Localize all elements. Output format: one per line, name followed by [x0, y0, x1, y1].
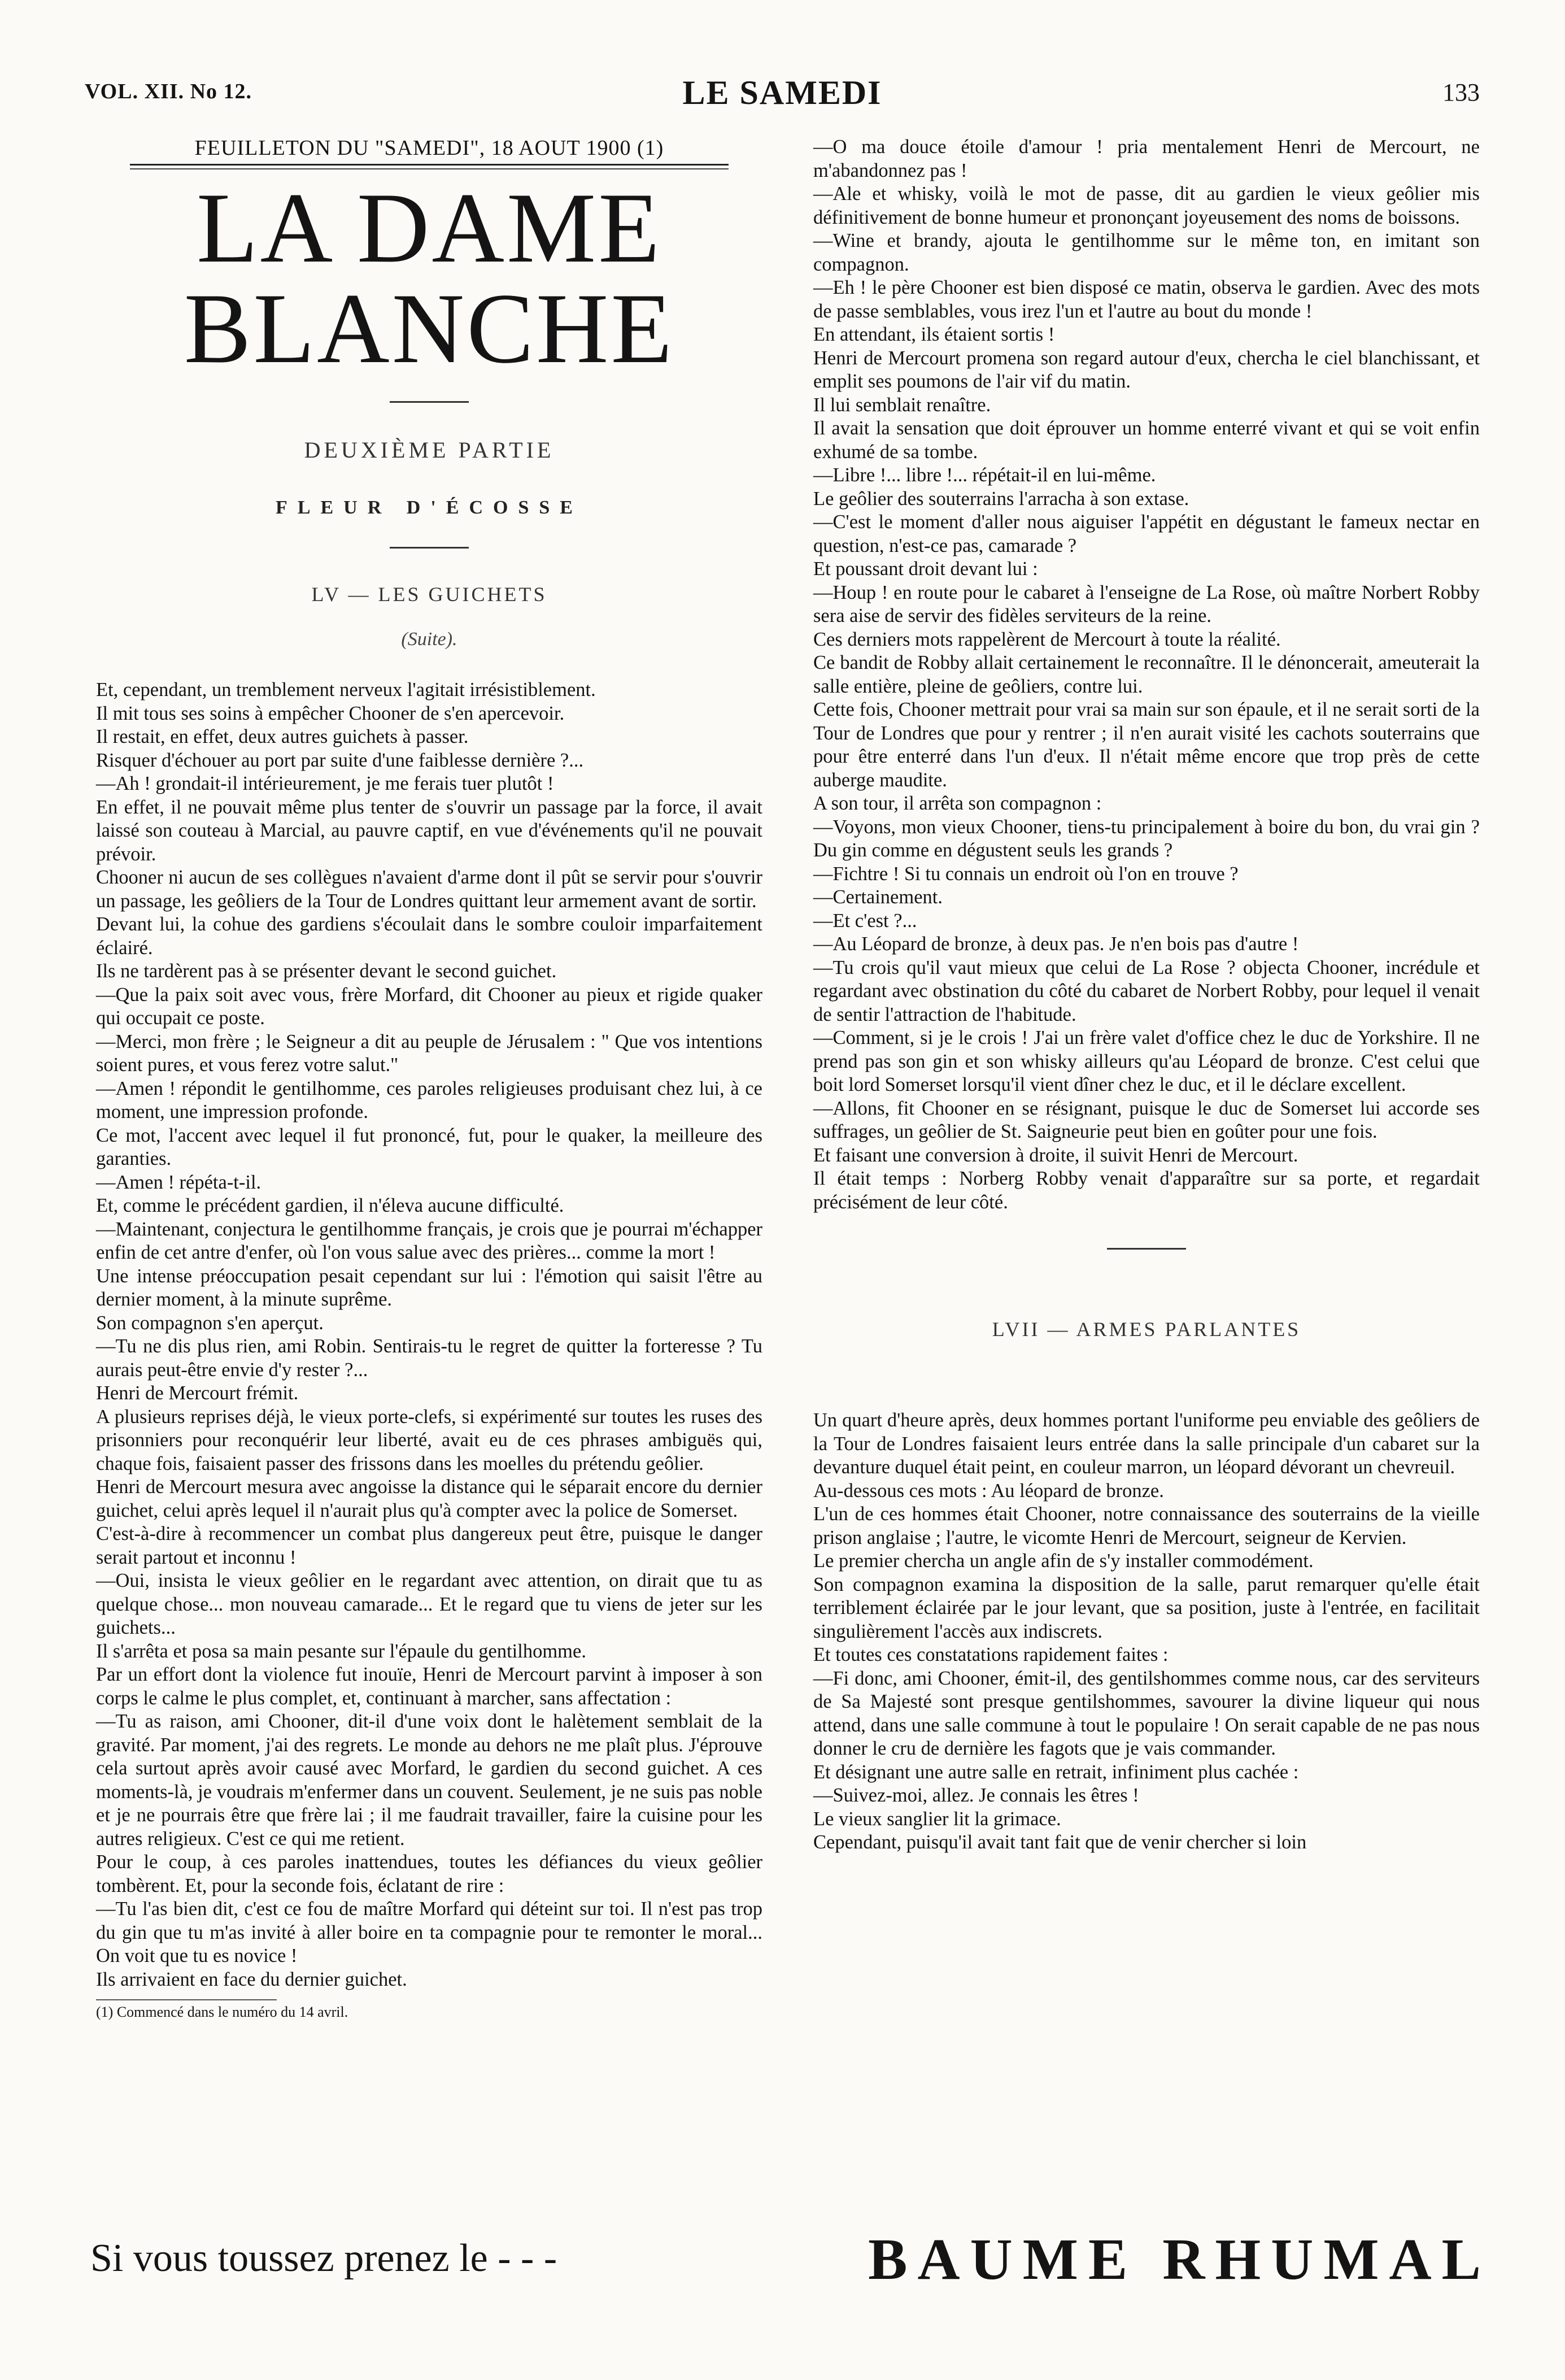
paragraph: Cette fois, Chooner mettrait pour vrai sa main sur son épaule, et il ne serait sorti de la Tour de Londres que pour y rentrer ; il n'en aurait visité les cachots souterrains que pour être enterré dans l'un d'eux. Il n'était même encore que trop près de cette auberge maudite.	[813, 699, 1480, 791]
paragraph: L'un de ces hommes était Chooner, notre connaissance des souterrains de la vieille prison anglaise ; l'autre, le vicomte Henri de Mercourt, seigneur de Kervien.	[813, 1503, 1480, 1548]
paragraph: Et faisant une conversion à droite, il suivit Henri de Mercourt.	[813, 1144, 1298, 1166]
paragraph: Henri de Mercourt mesura avec angoisse la distance qui le séparait encore du dernier guichet, celui après lequel il n'aurait plus qu'à compter avec la police de Somerset.	[96, 1476, 762, 1521]
paragraph: Et toutes ces constatations rapidement faites :	[813, 1644, 1169, 1665]
paragraph: —Tu as raison, ami Chooner, dit-il d'une voix dont le halètement semblait de la gravité. Par moment, j'ai des regrets. Le monde au dehors ne me plaît plus. J'éprouve cela surtout après avoir causé avec Morfard, le gardien du second guichet. A ces moments-là, je voudrais m'enfermer dans un couvent. Seulement, je ne suis pas noble et je ne pourrais être que frère lai ; il me faudrait travailler, faire la cuisine pour les autres religieux. C'est ce qui me retient.	[96, 1711, 762, 1850]
right-article-text	[813, 136, 1480, 1214]
paragraph: Et, comme le précédent gardien, il n'éleva aucune difficulté.	[96, 1195, 564, 1216]
left-article-text	[96, 678, 762, 1991]
paragraph: Son compagnon examina la disposition de la salle, parut remarquer qu'elle était terriblement éclairée par le jour levant, que sa position, juste à l'entrée, en facilitait singulièrement l'accès aux indiscrets.	[813, 1573, 1480, 1642]
paragraph: A son tour, il arrêta son compagnon :	[813, 793, 1102, 814]
page-header	[85, 73, 1480, 119]
paragraph: —Wine et brandy, ajouta le gentilhomme sur le même ton, en imitant son compagnon.	[813, 230, 1480, 275]
paragraph: —Allons, fit Chooner en se résignant, puisque le duc de Somerset lui accorde ses suffrages, un geôlier de St. Saigneurie peut bien en goûter pour une fois.	[813, 1097, 1480, 1142]
paragraph: Pour le coup, à ces paroles inattendues, toutes les défiances du vieux geôlier tombèrent. Et, pour la seconde fois, éclatant de rire :	[96, 1851, 762, 1896]
divider	[390, 547, 469, 549]
paragraph: Ce mot, l'accent avec lequel il fut prononcé, fut, pour le quaker, la meilleure des garanties.	[96, 1124, 762, 1169]
paragraph: Il était temps : Norberg Robby venait d'apparaître sur sa porte, et regardait précisément de leur côté.	[813, 1168, 1480, 1213]
paragraph: —Libre !... libre !... répétait-il en lui-même.	[813, 464, 1156, 486]
paragraph: —Suivez-moi, allez. Je connais les êtres !	[813, 1785, 1139, 1806]
chapter-heading: LV — LES GUICHETS	[311, 583, 547, 606]
paragraph: Devant lui, la cohue des gardiens s'écoulait dans le sombre couloir imparfaitement éclairé.	[96, 913, 762, 959]
paragraph: —Comment, si je le crois ! J'ai un frère valet d'office chez le duc de Yorkshire. Il ne prend pas son gin et son whisky ailleurs qu'au Léopard de bronze. C'est celui que boit lord Somerset lorsqu'il vient dîner chez le duc, et il le déclare excellent.	[813, 1027, 1480, 1095]
paragraph: Le premier chercha un angle afin de s'y installer commodément.	[813, 1550, 1314, 1572]
part-subtitle: FLEUR D'ÉCOSSE	[276, 497, 583, 518]
paragraph: Le geôlier des souterrains l'arracha à son extase.	[813, 488, 1189, 510]
paragraph: Ils ne tardèrent pas à se présenter devant le second guichet.	[96, 960, 557, 982]
paragraph: —Ale et whisky, voilà le mot de passe, dit au gardien le vieux geôlier mis définitivement de bonne humeur et prononçant joyeusement des noms de boissons.	[813, 183, 1480, 228]
paragraph: —Tu crois qu'il vaut mieux que celui de La Rose ? objecta Chooner, incrédule et regardant avec obstination du côté du cabaret de Norbert Robby, pour lequel il venait de sentir l'attraction de l'habitude.	[813, 956, 1480, 1025]
paragraph: —Tu l'as bien dit, c'est ce fou de maître Morfard qui déteint sur toi. Il n'est pas trop du gin que tu m'as invité à aller boire en ta compagnie pour te remonter le moral... On voit que tu es novice !	[96, 1898, 762, 1966]
paragraph: En effet, il ne pouvait même plus tenter de s'ouvrir un passage par la force, il avait laissé son couteau à Marcial, au pauvre captif, en vue d'événements qu'il ne pouvait prévoir.	[96, 796, 762, 865]
paragraph: Son compagnon s'en aperçut.	[96, 1312, 324, 1334]
paragraph: —Ah ! grondait-il intérieurement, je me ferais tuer plutôt !	[96, 773, 554, 794]
paragraph: —Certainement.	[813, 886, 943, 908]
ad-tagline: Si vous toussez prenez le - - -	[90, 2237, 557, 2280]
paragraph: Cependant, puisqu'il avait tant fait que de venir chercher si loin	[813, 1831, 1307, 1853]
paragraph: Au-dessous ces mots : Au léopard de bronze.	[813, 1480, 1164, 1502]
paragraph: Il avait la sensation que doit éprouver un homme enterré vivant et qui se voit enfin exhumé de sa tombe.	[813, 417, 1480, 463]
paragraph: Henri de Mercourt promena son regard autour d'eux, chercha le ciel blanchissant, et emplit ses poumons de l'air vif du matin.	[813, 347, 1480, 392]
advertisement	[90, 2226, 1491, 2305]
paragraph: —Et c'est ?...	[813, 910, 917, 932]
part-heading: DEUXIÈME PARTIE	[304, 437, 555, 463]
paragraph: —Fichtre ! Si tu connais un endroit où l'on en trouve ?	[813, 863, 1239, 885]
title-rule	[130, 164, 729, 169]
newspaper-title: LE SAMEDI	[682, 74, 882, 111]
paragraph: Il restait, en effet, deux autres guichets à passer.	[96, 726, 469, 747]
paragraph: Et, cependant, un tremblement nerveux l'agitait irrésistiblement.	[96, 679, 596, 700]
paragraph: Chooner ni aucun de ses collègues n'avaient d'arme dont il pût se servir pour s'ouvrir un passage, les geôliers de la Tour de Londres quittant leur armement avant de sortir.	[96, 867, 762, 912]
paragraph: —Au Léopard de bronze, à deux pas. Je n'en bois pas d'autre !	[813, 933, 1299, 955]
paragraph: Le vieux sanglier lit la grimace.	[813, 1808, 1061, 1830]
paragraph: Une intense préoccupation pesait cependant sur lui : l'émotion qui saisit l'être au dernier moment, à la minute suprême.	[96, 1265, 762, 1310]
paragraph: —Eh ! le père Chooner est bien disposé ce matin, observa le gardien. Avec des mots de passe semblables, vous irez l'un et l'autre au bout du monde !	[813, 277, 1480, 322]
paragraph: —Merci, mon frère ; le Seigneur a dit au peuple de Jérusalem : " Que vos intentions soient pures, et vous ferez votre salut."	[96, 1030, 762, 1076]
divider	[1107, 1248, 1186, 1250]
paragraph: —Maintenant, conjectura le gentilhomme français, je crois que je pourrai m'échapper enfin de cet antre d'enfer, où l'on vous salue avec des prières... comme la mort !	[96, 1218, 762, 1263]
feuilleton-line: FEUILLETON DU "SAMEDI", 18 AOUT 1900 (1)	[194, 136, 664, 160]
paragraph: —O ma douce étoile d'amour ! pria mentalement Henri de Mercourt, ne m'abandonnez pas !	[813, 136, 1480, 181]
paragraph: Il lui semblait renaître.	[813, 394, 991, 416]
paragraph: Par un effort dont la violence fut inouïe, Henri de Mercourt parvint à imposer à son corps le calme le plus complet, et, continuant à marcher, sans affectation :	[96, 1664, 762, 1709]
paragraph: Il s'arrêta et posa sa main pesante sur l'épaule du gentilhomme.	[96, 1640, 586, 1662]
ad-product-name: BAUME RHUMAL	[868, 2227, 1491, 2292]
divider	[390, 401, 469, 403]
paragraph: Et poussant droit devant lui :	[813, 558, 1038, 580]
right-article-text-2	[813, 1409, 1480, 1855]
footnote: (1) Commencé dans le numéro du 14 avril.	[96, 1999, 277, 2021]
paragraph: —Que la paix soit avec vous, frère Morfard, dit Chooner au pieux et rigide quaker qui occupait ce poste.	[96, 984, 762, 1029]
paragraph: —C'est le moment d'aller nous aiguiser l'appétit en dégustant le fameux nectar en question, n'est-ce pas, camarade ?	[813, 511, 1480, 556]
paragraph: —Tu ne dis plus rien, ami Robin. Sentirais-tu le regret de quitter la forteresse ? Tu aurais peut-être envie d'y rester ?...	[96, 1335, 762, 1381]
paragraph: Risquer d'échouer au port par suite d'une faiblesse dernière ?...	[96, 749, 584, 771]
volume-number: VOL. XII. No 12.	[85, 80, 252, 103]
paragraph: —Houp ! en route pour le cabaret à l'enseigne de La Rose, où maître Norbert Robby sera aise de servir des fidèles serviteurs de la reine.	[813, 581, 1480, 626]
paragraph: —Voyons, mon vieux Chooner, tiens-tu principalement à boire du bon, du vrai gin ? Du gin comme en dégustent seuls les grands ?	[813, 816, 1480, 861]
paragraph: Ces derniers mots rappelèrent de Mercourt à toute la réalité.	[813, 628, 1281, 650]
paragraph: A plusieurs reprises déjà, le vieux porte-clefs, si expérimenté sur toutes les ruses des prisonniers pour reconquérir leur liberté, avait eu de ces phrases ambiguës qui, chaque fois, faisaient passer des frissons dans les moelles du prétendu geôlier.	[96, 1406, 762, 1474]
novel-title: LA DAME BLANCHE	[184, 172, 675, 384]
paragraph: —Oui, insista le vieux geôlier en le regardant avec attention, on dirait que tu as quelque chose... mon nouveau camarade... Et le regard que tu viens de jeter sur les guichets...	[96, 1570, 762, 1638]
paragraph: En attendant, ils étaient sortis !	[813, 324, 1055, 345]
paragraph: Ce bandit de Robby allait certainement le reconnaître. Il le dénoncerait, ameuterait la salle entière, pleine de geôliers, contre lui.	[813, 652, 1480, 697]
left-column	[96, 136, 762, 2021]
paragraph: Un quart d'heure après, deux hommes portant l'uniforme peu enviable des geôliers de la Tour de Londres faisaient leurs entrée dans la salle principale d'un cabaret sur la devanture duquel était peint, en couleur marron, un léopard dévorant un chevreuil.	[813, 1409, 1480, 1478]
right-column	[813, 136, 1480, 1855]
paragraph: —Amen ! répondit le gentilhomme, ces paroles religieuses produisant chez lui, à ce moment, une impression profonde.	[96, 1077, 762, 1122]
paragraph: Et désignant une autre salle en retrait, infiniment plus cachée :	[813, 1761, 1299, 1783]
paragraph: Ils arrivaient en face du dernier guichet.	[96, 1968, 407, 1990]
suite-note: (Suite).	[401, 629, 457, 650]
paragraph: —Fi donc, ami Chooner, émit-il, des gentilshommes comme nous, car des serviteurs de Sa Majesté sont presque gentilshommes, savourer la divine liqueur qui nous attend, dans une salle commune à tout le populaire ! On serait capable de ne pas nous donner le cru de dernière les fagots que je vais commander.	[813, 1667, 1480, 1759]
chapter-heading-2: LVII — ARMES PARLANTES	[992, 1318, 1301, 1341]
paragraph: C'est-à-dire à recommencer un combat plus dangereux peut être, puisque le danger serait partout et inconnu !	[96, 1523, 762, 1568]
paragraph: Henri de Mercourt frémit.	[96, 1382, 299, 1404]
page-number: 133	[1442, 79, 1480, 106]
paragraph: —Amen ! répéta-t-il.	[96, 1171, 261, 1193]
paragraph: Il mit tous ses soins à empêcher Chooner de s'en apercevoir.	[96, 702, 565, 724]
